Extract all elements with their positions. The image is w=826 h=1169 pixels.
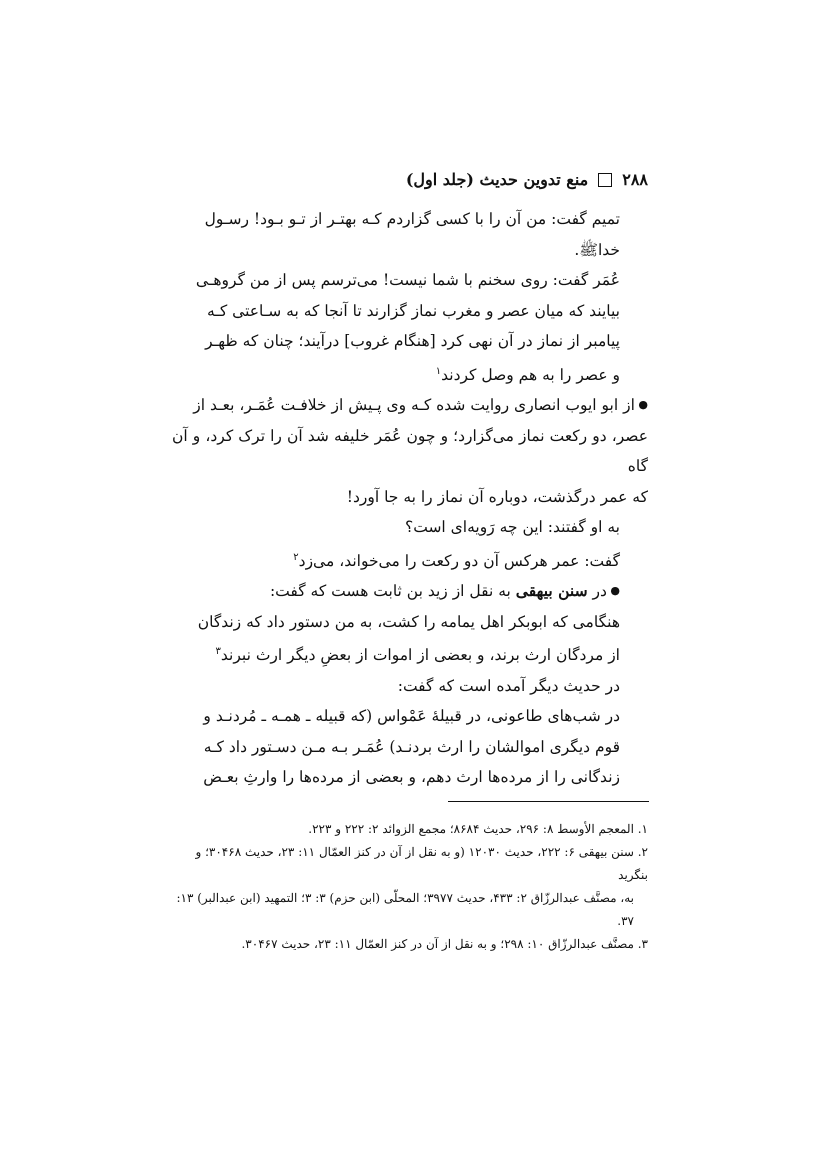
square-box-icon xyxy=(598,173,612,187)
book-title: منع تدوین حدیث (جلد اول) xyxy=(405,170,589,189)
text-line: عُمَر گفت: روی سخنم با شما نیست! می‌ترسم پس از من گروهـی xyxy=(195,271,620,289)
main-text xyxy=(172,204,648,793)
running-header xyxy=(168,170,648,189)
text-span: از مردگان ارث برند، و بعضی از اموات از بعضِ دیگر ارث نبرند xyxy=(220,646,620,665)
text-span: گفت: عمر هرکس آن دو رکعت را می‌خواند، می‌زد xyxy=(298,551,620,570)
footnote: ۳. مصنَّف عبدالرزّاق ۱۰: ۲۹۸؛ و به نقل از آن در کنز العمّال ۱۱: ۲۳، حدیث ۳۰۴۶۷. xyxy=(241,937,648,951)
bullet-paragraph xyxy=(172,576,648,607)
footnote: به، مصنَّف عبدالرزّاق ۲: ۴۳۳، حدیث ۳۹۷۷؛ المحلّی (ابن حزم) ۳: ۳؛ التمهید (ابن عبدالبر) ۱۳: ۳۷. xyxy=(176,891,634,928)
footnote: ۲. سنن بیهقی ۶: ۲۲۲، حدیث ۱۲۰۳۰ (و به نقل از آن در کنز العمّال ۱۱: ۲۳، حدیث ۳۰۴۶۸؛ و بنگرید xyxy=(195,845,648,882)
text-line: تمیم گفت: من آن را با کسی گزاردم کـه بهتـر از تـو بـود! رسـول xyxy=(204,210,620,228)
footnote-marker: ۱ xyxy=(435,365,442,377)
text-line: قوم دیگری اموالشان را ارث بردنـد) عُمَـر بـه مـن دسـتور داد کـه xyxy=(203,737,620,756)
text-line: به او گفتند: این چه رَویه‌ای است؟ xyxy=(405,518,620,537)
footnote: ۱. المعجم الأوسط ۸: ۲۹۶، حدیث ۸۶۸۴؛ مجمع الزوائد ۲: ۲۲۲ و ۲۲۳. xyxy=(308,822,648,836)
text-line: در شب‌های طاعونی، در قبیلهٔ عَمْواس (که قبیله ـ همـه ـ مُردنـد و xyxy=(203,707,620,726)
text-line: بیایند که میان عصر و مغرب نماز گزارند تا آنجا که به سـاعتی کـه xyxy=(207,301,620,320)
text-span: در xyxy=(592,582,607,601)
text-span: به نقل از زید بن ثابت هست که گفت: xyxy=(269,582,511,601)
text-line: هنگامی که ابوبکر اهل یمامه را کشت، به من دستور داد که زندگان xyxy=(197,612,620,631)
text-line: پیامبر از نماز در آن نهی کرد [هنگام غروب] درآیند؛ چنان که ظهـر xyxy=(205,332,620,350)
text-line xyxy=(172,357,648,391)
text-line: عصر، دو رکعت نماز می‌گزارد؛ و چون عُمَر خلیفه شد آن را ترک کرد، و آن گاه xyxy=(172,426,648,476)
text-line: در حدیث دیگر آمده است که گفت: xyxy=(397,676,620,695)
page-number: ۲۸۸ xyxy=(622,170,648,189)
footnote-marker: ۲ xyxy=(293,551,299,563)
text-span: و عصر را به هم وصل کردند xyxy=(441,365,620,384)
text-line: که عمر درگذشت، دوباره آن نماز را به جا آورد! xyxy=(346,487,648,506)
text-line xyxy=(172,543,648,577)
text-line: خداﷺ. xyxy=(574,240,620,259)
text-line xyxy=(172,637,648,671)
text-line: زندگانی را از مرده‌ها ارث دهم، و بعضی از مرده‌ها را وارثِ بعـض xyxy=(203,768,620,787)
footnote-divider xyxy=(448,801,649,802)
source-title: سنن بیهقی xyxy=(515,581,588,601)
text-span: از ابو ایوب انصاری روایت شده کـه وی پـیش از خلافـت عُمَـر، بعـد از xyxy=(193,396,635,415)
footnotes xyxy=(168,818,648,956)
footnote-marker: ۳ xyxy=(215,646,221,658)
bullet-paragraph xyxy=(172,390,648,421)
